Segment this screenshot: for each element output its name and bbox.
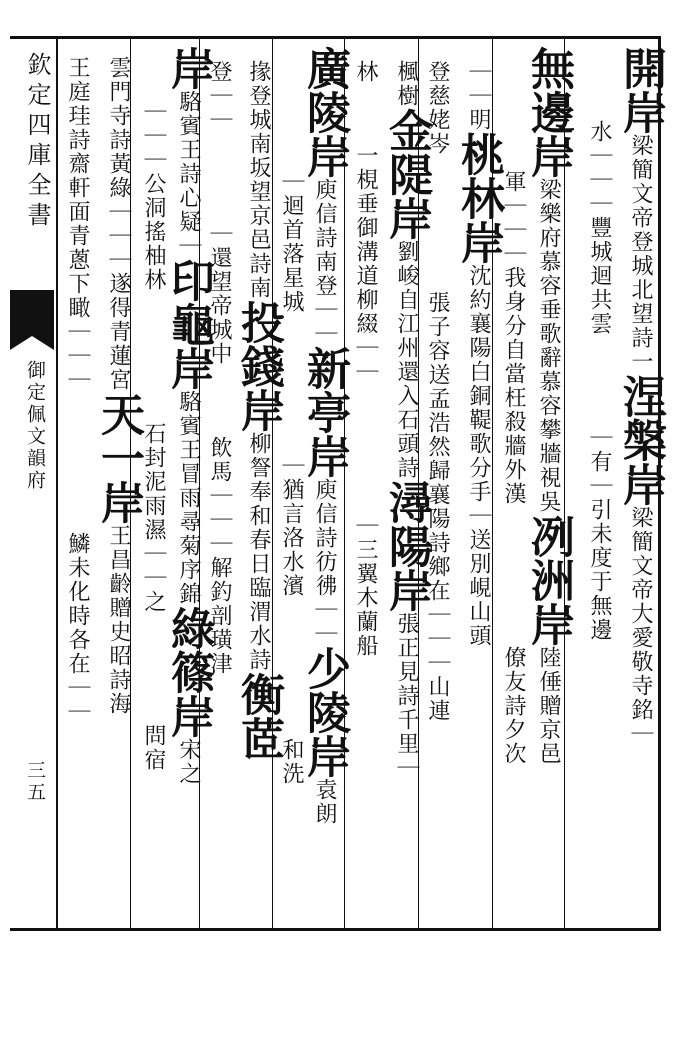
entry-text: 問宿: [141, 724, 166, 772]
text-column-7: [381, 60, 432, 940]
entry-text: 梘垂御溝道柳綴｜｜: [353, 168, 378, 384]
entry-text: ｜還望帝城中: [207, 222, 232, 366]
text-column-15: [93, 56, 144, 936]
entry-text: 送別峴山頭: [466, 528, 491, 648]
entry-text: 水｜｜｜豐城迴共雲: [587, 120, 612, 336]
book-title: 御定佩文韻府: [24, 360, 46, 492]
entry-text: 一: [353, 144, 378, 168]
gutter-rule: [56, 36, 58, 931]
entry-text: 梁簡文帝登城北望詩一: [628, 134, 653, 374]
fishtail-mark: [10, 290, 54, 336]
gutter-top-title: 欽定四庫全書: [23, 52, 51, 232]
text-column-9: [299, 46, 350, 926]
entry-heading: 桃林岸: [453, 132, 504, 264]
entry-heading: 冽洲岸: [523, 514, 574, 646]
entry-text: 陸倕贈京邑: [536, 646, 561, 766]
entry-text: 鱗未化時各在｜｜: [65, 532, 90, 724]
entry-text: 林: [353, 60, 378, 84]
entry-heading: 涅槃岸: [615, 374, 666, 506]
entry-text: ｜: [279, 170, 304, 194]
entry-text: 登慈姥岑: [425, 60, 450, 156]
entry-heading: 衡茝: [233, 672, 284, 760]
entry-text: ｜｜明: [466, 60, 491, 132]
entry-text: 石封泥雨濕｜｜之: [141, 422, 166, 614]
entry-text: 掾登城南坂望京邑詩南: [246, 60, 271, 300]
entry-heading: 少陵岸: [299, 646, 350, 778]
text-column-13: [163, 46, 214, 926]
entry-text: 王庭珪詩齋軒面青蔥下瞰｜｜｜: [65, 56, 90, 392]
page-number: 三五: [24, 760, 46, 804]
text-column-5: [453, 60, 504, 940]
entry-text: 張子容送孟浩然歸襄陽詩鄉在｜｜｜山連: [425, 291, 450, 723]
entry-text: 沈約襄陽白銅鞮歌分手｜: [466, 264, 491, 528]
text-column-2: [586, 120, 613, 1000]
text-column-4: [500, 170, 527, 1050]
text-column-11: [233, 60, 284, 940]
entry-heading: 新亭岸: [299, 346, 350, 478]
entry-heading: 岸: [163, 46, 214, 90]
entry-text: 和洗: [279, 738, 304, 786]
entry-heading: 無邊岸: [523, 46, 574, 178]
entry-text: 飲馬｜｜｜解釣剖璜津: [207, 436, 232, 676]
entry-text: ｜｜｜公洞搖柚林: [141, 100, 166, 292]
entry-text: 庾信詩南登｜｜: [312, 178, 337, 346]
entry-text: 軍｜｜｜我身分自當枉殺牆外漢: [501, 170, 526, 506]
entry-text: 庾信詩彷彿｜｜: [312, 478, 337, 646]
text-column-12: [206, 60, 233, 940]
entry-heading: 開岸: [615, 46, 666, 134]
entry-text: ｜: [628, 722, 653, 746]
entry-heading: 潯陽岸: [381, 480, 432, 612]
entry-heading: 金隄岸: [381, 108, 432, 240]
entry-text: 駱賓王冒雨尋菊序錦: [176, 390, 201, 606]
text-column-1: [615, 46, 666, 926]
entry-text: 駱賓王詩心疑｜: [176, 90, 201, 258]
entry-heading: 廣陵岸: [299, 46, 350, 178]
entry-text: 雲門寺詩黃綠｜｜｜遂得青蓮宮: [106, 56, 131, 392]
outer-frame-top: [10, 36, 660, 39]
entry-text: 柳詧奉和春日臨渭水詩: [246, 432, 271, 672]
entry-text: 僚友詩夕次: [501, 646, 526, 766]
entry-text: 梁樂府慕容垂歌辭慕容攀牆視吳: [536, 178, 561, 514]
entry-text: 劉峻自江州還入石頭詩: [394, 240, 419, 480]
entry-text: 登｜｜: [207, 60, 232, 132]
entry-text: ｜三翼木蘭船: [353, 514, 378, 658]
entry-heading: 印龜岸: [163, 258, 214, 390]
text-column-16: [64, 56, 91, 936]
text-column-14: [140, 100, 167, 980]
entry-text: 梁簡文帝大愛敬寺銘: [628, 506, 653, 722]
entry-heading: 綠篠岸: [163, 606, 214, 738]
entry-text: 袁朗: [312, 778, 337, 826]
entry-text: 王昌齡贈史昭詩海: [106, 524, 131, 716]
entry-text: 迴首落星城: [279, 194, 304, 314]
entry-text: 楓樹: [394, 60, 419, 108]
entry-text: 宋之: [176, 738, 201, 786]
entry-heading: 天一岸: [93, 392, 144, 524]
entry-heading: 投錢岸: [233, 300, 284, 432]
text-column-8: [352, 60, 379, 940]
fishtail-mark-tip: [10, 336, 54, 350]
entry-text: 張正見詩千里｜: [394, 612, 419, 780]
entry-text: ｜猶言洛水濱: [279, 454, 304, 598]
entry-text: ｜有｜引未度于無邊: [587, 426, 612, 642]
text-column-3: [523, 46, 574, 926]
